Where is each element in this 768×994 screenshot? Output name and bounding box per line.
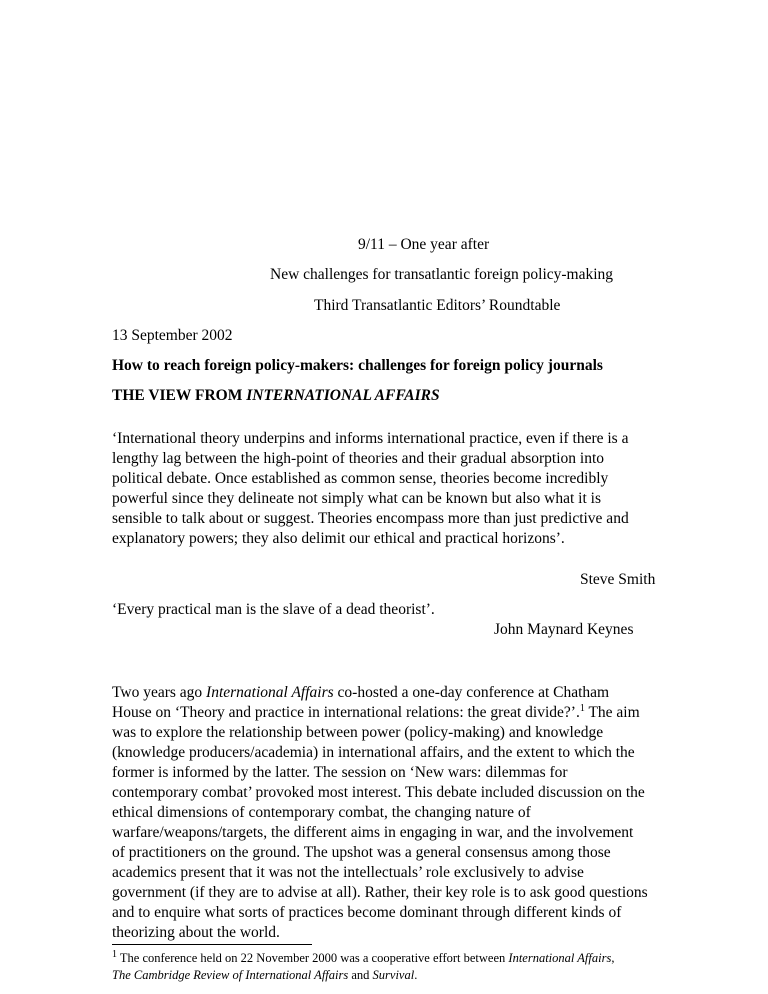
quote-line: explanatory powers; they also delimit our ethical and practical horizons’. bbox=[112, 530, 565, 547]
quote-line: lengthy lag between the high-point of theories and their gradual absorption into bbox=[112, 450, 604, 467]
body-line: Two years ago International Affairs co-hosted a one-day conference at Chatham bbox=[112, 684, 610, 701]
quote-line: political debate. Once established as common sense, theories become incredibly bbox=[112, 470, 609, 487]
section-subheading: THE VIEW FROM INTERNATIONAL AFFAIRS bbox=[112, 387, 440, 404]
quote-line: powerful since they delineate not simply what can be known but also what it is bbox=[112, 490, 601, 507]
body-line: (knowledge producers/academia) in international affairs, and the extent to which the bbox=[112, 744, 635, 761]
roundtable-title: Third Transatlantic Editors’ Roundtable bbox=[314, 297, 561, 314]
body-line: former is informed by the latter. The session on ‘New wars: dilemmas for bbox=[112, 764, 568, 781]
body-line: government (if they are to advise at all). Rather, their key role is to ask good questions bbox=[112, 884, 648, 901]
body-line: contemporary combat’ provoked most interest. This debate included discussion on the bbox=[112, 784, 645, 801]
body-line: and to enquire what sorts of practices become dominant through different kinds of bbox=[112, 904, 622, 921]
conference-subtitle: New challenges for transatlantic foreign policy-making bbox=[270, 266, 614, 283]
body-line: was to explore the relationship between power (policy-making) and knowledge bbox=[112, 724, 604, 741]
document-date: 13 September 2002 bbox=[112, 327, 233, 344]
footnote-reference[interactable]: 1 bbox=[579, 702, 585, 714]
footnote: $^1$ The conference held on 22 November 2000 was a cooperative effort between International Affairs, bbox=[112, 948, 615, 965]
body-line: House on ‘Theory and practice in international relations: the great divide?’.$^1$ The aim bbox=[112, 702, 640, 721]
body-line: warfare/weapons/targets, the different aims in engaging in war, and the involvement bbox=[112, 824, 634, 841]
quote-author: Steve Smith bbox=[580, 571, 656, 588]
footnote-divider bbox=[112, 944, 312, 945]
body-line: of practitioners on the ground. The upshot was a general consensus among those bbox=[112, 844, 611, 861]
conference-title: 9/11 – One year after bbox=[358, 236, 490, 253]
quote-author: John Maynard Keynes bbox=[494, 621, 634, 638]
section-heading: How to reach foreign policy-makers: challenges for foreign policy journals bbox=[112, 357, 603, 374]
body-line: ethical dimensions of contemporary combat, the changing nature of bbox=[112, 804, 531, 821]
body-line: academics present that it was not the intellectuals’ role exclusively to advise bbox=[112, 864, 584, 881]
quote-text: ‘Every practical man is the slave of a dead theorist’. bbox=[112, 601, 435, 618]
footnote-continued: The Cambridge Review of International Affairs and Survival. bbox=[112, 968, 418, 982]
body-line: theorizing about the world. bbox=[112, 924, 280, 941]
quote-line: ‘International theory underpins and informs international practice, even if there is a bbox=[112, 430, 629, 447]
quote-line: sensible to talk about or suggest. Theories encompass more than just predictive and bbox=[112, 510, 629, 527]
